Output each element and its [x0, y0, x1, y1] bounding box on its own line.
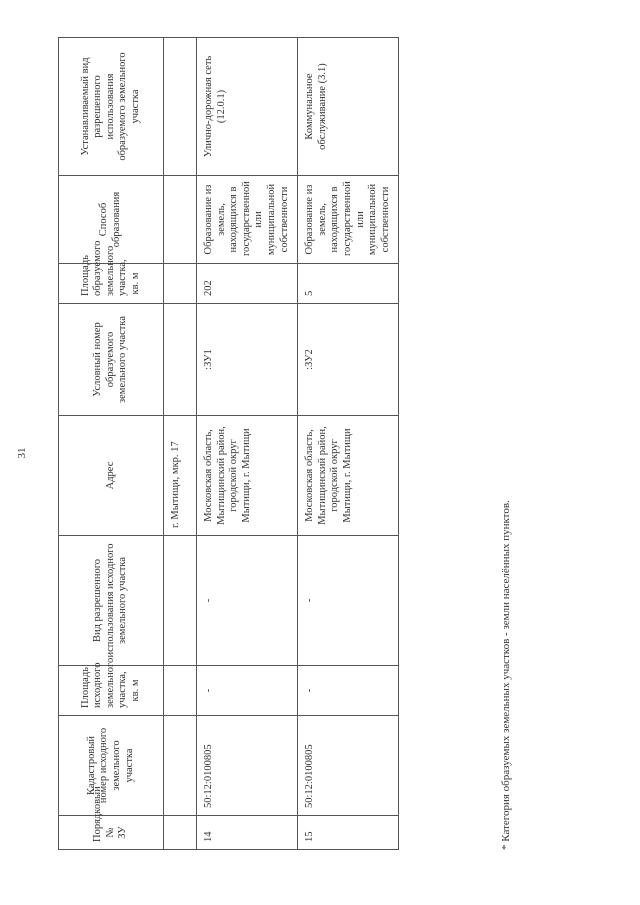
header-new-area: Площадь образуемого земельного участка, кв. м: [59, 264, 164, 304]
cell-num: 14: [197, 816, 298, 850]
header-new-use: Устанавливаемый вид разрешенного использования образуемого земельного участка: [59, 38, 164, 176]
cell-new-use: Коммунальное обслуживание (3.1): [298, 38, 399, 176]
header-src-use: Вид разрешенного использования исходного земельного участка: [59, 536, 164, 666]
cell-src-area: -: [298, 666, 399, 716]
rotated-page: [0, 28, 580, 878]
cell-src-use: -: [298, 536, 399, 666]
header-src-area: Площадь исходного земельного участка, кв. м: [59, 666, 164, 716]
page-number: 31: [16, 447, 28, 459]
footnote: * Категория образуемых земельных участков - земли населённых пунктов.: [500, 500, 512, 850]
header-method: Способ образования: [59, 176, 164, 264]
table-row: [197, 38, 298, 850]
header-cond-num: Условный номер образуемого земельного участка: [59, 304, 164, 416]
table-header-row: [59, 38, 164, 850]
cell-cond-num: :ЗУ1: [197, 304, 298, 416]
cell-src-use: -: [197, 536, 298, 666]
land-plots-table: [58, 37, 399, 850]
cell-address: Московская область, Мытищинский район, городской округ Мытищи, г. Мытищи: [298, 416, 399, 536]
cell-cadastral: 50:12:0100805: [197, 716, 298, 816]
cell-new-area: 5: [298, 264, 399, 304]
cell-method: Образование из земель, находящихся в государственной или муниципальной собственности: [197, 176, 298, 264]
header-cadastral: Кадастровый номер исходного земельного участка: [59, 716, 164, 816]
cell-new-area: 202: [197, 264, 298, 304]
table-row: [298, 38, 399, 850]
cell-num: 15: [298, 816, 399, 850]
cell-src-area: -: [197, 666, 298, 716]
cell-cadastral: 50:12:0100805: [298, 716, 399, 816]
table-subheader-row: [164, 38, 197, 850]
subrow-address: г. Мытищи, мкр. 17: [164, 416, 197, 536]
header-num: Порядковый № ЗУ: [59, 816, 164, 850]
cell-method: Образование из земель, находящихся в государственной или муниципальной собственности: [298, 176, 399, 264]
header-address: Адрес: [59, 416, 164, 536]
cell-new-use: Улично-дорожная сеть (12.0.1): [197, 38, 298, 176]
cell-cond-num: :ЗУ2: [298, 304, 399, 416]
cell-address: Московская область, Мытищинский район, городской округ Мытищи, г. Мытищи: [197, 416, 298, 536]
